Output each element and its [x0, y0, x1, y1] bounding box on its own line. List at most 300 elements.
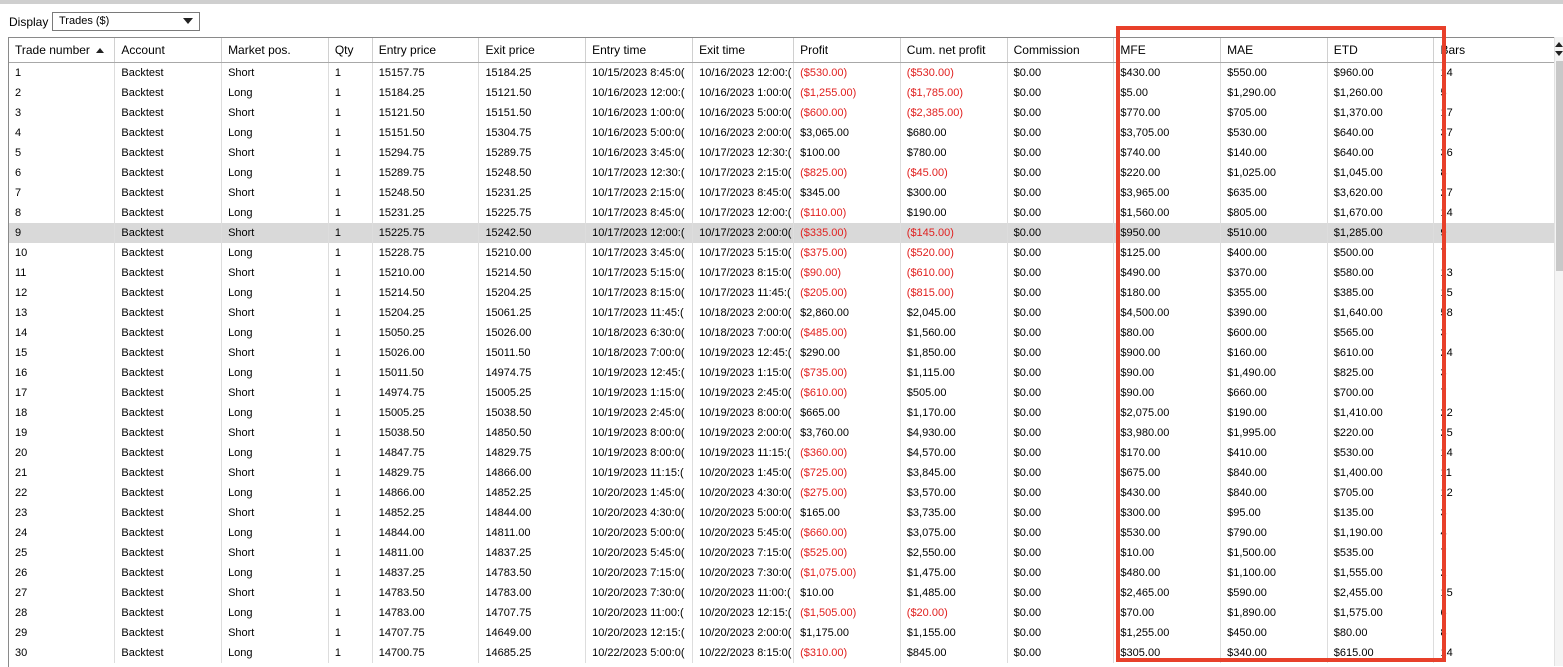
column-header-entry-time[interactable]: [586, 38, 693, 62]
cell-profit: $100.00: [794, 143, 901, 163]
cell-profit: ($725.00): [794, 463, 901, 483]
cell-bars: 14: [1434, 443, 1563, 463]
cell-mfe: $5.00: [1114, 83, 1221, 103]
table-row[interactable]: [9, 303, 1563, 323]
cell-entry-price: 14700.75: [372, 643, 479, 663]
cell-market-pos: Long: [222, 83, 329, 103]
cell-etd: $640.00: [1327, 123, 1434, 143]
column-header-bars[interactable]: [1434, 38, 1563, 62]
cell-mfe: $1,255.00: [1114, 623, 1221, 643]
cell-commission: $0.00: [1007, 643, 1114, 663]
cell-qty: 1: [328, 563, 372, 583]
cell-bars: 36: [1434, 143, 1563, 163]
cell-market-pos: Long: [222, 363, 329, 383]
cell-commission: $0.00: [1007, 163, 1114, 183]
column-header-label: Entry time: [592, 42, 647, 57]
cell-entry-time: 10/20/2023 7:15:0(: [586, 563, 693, 583]
column-header-label: ETD: [1333, 42, 1358, 57]
cell-mae: $160.00: [1221, 343, 1328, 363]
cell-entry-price: 14974.75: [372, 383, 479, 403]
cell-market-pos: Long: [222, 563, 329, 583]
column-header-label: Profit: [800, 42, 829, 57]
cell-account: Backtest: [115, 203, 222, 223]
cell-profit: ($375.00): [794, 243, 901, 263]
cell-mfe: $220.00: [1114, 163, 1221, 183]
cell-exit-price: 15214.50: [479, 263, 586, 283]
cell-qty: 1: [328, 103, 372, 123]
cell-entry-time: 10/17/2023 8:45:0(: [586, 203, 693, 223]
cell-qty: 1: [328, 163, 372, 183]
cell-entry-time: 10/16/2023 5:00:0(: [586, 123, 693, 143]
cell-mae: $530.00: [1221, 123, 1328, 143]
cell-commission: $0.00: [1007, 203, 1114, 223]
cell-account: Backtest: [115, 503, 222, 523]
table-row[interactable]: [9, 203, 1563, 223]
cell-mfe: $4,500.00: [1114, 303, 1221, 323]
column-header-mae[interactable]: [1221, 38, 1328, 62]
cell-entry-price: 14707.75: [372, 623, 479, 643]
sort-ascending-icon: [96, 48, 104, 53]
cell-trade-number: 24: [9, 523, 115, 543]
cell-mae: $355.00: [1221, 283, 1328, 303]
scroll-down-icon[interactable]: [1555, 51, 1563, 56]
cell-cum-net-profit: $1,485.00: [900, 583, 1007, 603]
cell-market-pos: Short: [222, 223, 329, 243]
cell-bars: 17: [1434, 103, 1563, 123]
cell-bars: 7: [1434, 383, 1563, 403]
cell-market-pos: Short: [222, 543, 329, 563]
cell-trade-number: 21: [9, 463, 115, 483]
table-row[interactable]: [9, 263, 1563, 283]
cell-bars: 37: [1434, 123, 1563, 143]
cell-exit-time: 10/20/2023 12:15:(: [693, 603, 794, 623]
table-row[interactable]: [9, 623, 1563, 643]
cell-cum-net-profit: ($45.00): [900, 163, 1007, 183]
cell-profit: ($735.00): [794, 363, 901, 383]
cell-market-pos: Short: [222, 183, 329, 203]
column-header-label: Entry price: [378, 42, 437, 57]
cell-mae: $635.00: [1221, 183, 1328, 203]
cell-entry-price: 14783.00: [372, 603, 479, 623]
cell-mfe: $430.00: [1114, 483, 1221, 503]
cell-exit-price: 14707.75: [479, 603, 586, 623]
scroll-up-icon[interactable]: [1555, 42, 1563, 47]
cell-mae: $590.00: [1221, 583, 1328, 603]
cell-qty: 1: [328, 423, 372, 443]
cell-commission: $0.00: [1007, 603, 1114, 623]
cell-market-pos: Long: [222, 403, 329, 423]
cell-entry-price: 15050.25: [372, 323, 479, 343]
cell-exit-price: 15225.75: [479, 203, 586, 223]
column-header-market-pos[interactable]: [222, 38, 329, 62]
cell-market-pos: Long: [222, 643, 329, 663]
cell-qty: 1: [328, 183, 372, 203]
cell-entry-price: 15011.50: [372, 363, 479, 383]
cell-qty: 1: [328, 623, 372, 643]
cell-exit-price: 15231.25: [479, 183, 586, 203]
table-row[interactable]: [9, 163, 1563, 183]
cell-entry-time: 10/22/2023 5:00:0(: [586, 643, 693, 663]
cell-profit: ($610.00): [794, 383, 901, 403]
cell-market-pos: Short: [222, 263, 329, 283]
cell-entry-price: 14783.50: [372, 583, 479, 603]
cell-qty: 1: [328, 343, 372, 363]
cell-exit-time: 10/17/2023 12:30:(: [693, 143, 794, 163]
cell-exit-price: 15151.50: [479, 103, 586, 123]
table-row[interactable]: [9, 143, 1563, 163]
cell-cum-net-profit: ($815.00): [900, 283, 1007, 303]
cell-entry-price: 14866.00: [372, 483, 479, 503]
cell-exit-price: 15121.50: [479, 83, 586, 103]
cell-market-pos: Short: [222, 623, 329, 643]
cell-entry-price: 15204.25: [372, 303, 479, 323]
cell-entry-time: 10/20/2023 12:15:(: [586, 623, 693, 643]
table-row[interactable]: [9, 543, 1563, 563]
cell-bars: 7: [1434, 543, 1563, 563]
cell-exit-price: 15005.25: [479, 383, 586, 403]
vertical-scrollbar[interactable]: [1554, 37, 1563, 666]
cell-exit-time: 10/22/2023 8:15:0(: [693, 643, 794, 663]
cell-entry-price: 15151.50: [372, 123, 479, 143]
cell-profit: $345.00: [794, 183, 901, 203]
cell-etd: $530.00: [1327, 443, 1434, 463]
cell-trade-number: 8: [9, 203, 115, 223]
cell-trade-number: 4: [9, 123, 115, 143]
cell-profit: $165.00: [794, 503, 901, 523]
cell-profit: $2,860.00: [794, 303, 901, 323]
cell-entry-price: 15121.50: [372, 103, 479, 123]
cell-exit-time: 10/19/2023 2:45:0(: [693, 383, 794, 403]
column-header-trade-number[interactable]: [9, 38, 115, 62]
cell-mfe: $900.00: [1114, 343, 1221, 363]
table-row[interactable]: [9, 103, 1563, 123]
cell-profit: ($335.00): [794, 223, 901, 243]
table-row[interactable]: [9, 363, 1563, 383]
table-row[interactable]: [9, 643, 1563, 663]
cell-bars: 3: [1434, 363, 1563, 383]
cell-trade-number: 14: [9, 323, 115, 343]
cell-entry-time: 10/15/2023 8:45:0(: [586, 62, 693, 83]
cell-commission: $0.00: [1007, 263, 1114, 283]
cell-trade-number: 3: [9, 103, 115, 123]
cell-bars: 12: [1434, 483, 1563, 503]
cell-exit-price: 15289.75: [479, 143, 586, 163]
cell-profit: $10.00: [794, 583, 901, 603]
cell-entry-time: 10/17/2023 5:15:0(: [586, 263, 693, 283]
cell-exit-price: 15248.50: [479, 163, 586, 183]
cell-etd: $1,670.00: [1327, 203, 1434, 223]
trades-grid: [8, 37, 1563, 667]
cell-market-pos: Long: [222, 163, 329, 183]
display-label: Display: [9, 15, 49, 29]
cell-exit-time: 10/17/2023 2:00:0(: [693, 223, 794, 243]
cell-profit: ($485.00): [794, 323, 901, 343]
cell-cum-net-profit: $3,735.00: [900, 503, 1007, 523]
cell-trade-number: 12: [9, 283, 115, 303]
table-row[interactable]: [9, 62, 1563, 83]
cell-profit: $665.00: [794, 403, 901, 423]
cell-mfe: $530.00: [1114, 523, 1221, 543]
cell-profit: ($360.00): [794, 443, 901, 463]
cell-entry-time: 10/17/2023 8:15:0(: [586, 283, 693, 303]
cell-exit-time: 10/16/2023 12:00:(: [693, 62, 794, 83]
cell-cum-net-profit: $1,115.00: [900, 363, 1007, 383]
cell-commission: $0.00: [1007, 62, 1114, 83]
cell-profit: ($600.00): [794, 103, 901, 123]
cell-mae: $410.00: [1221, 443, 1328, 463]
cell-mae: $370.00: [1221, 263, 1328, 283]
cell-mae: $805.00: [1221, 203, 1328, 223]
cell-qty: 1: [328, 403, 372, 423]
cell-bars: 27: [1434, 183, 1563, 203]
cell-etd: $500.00: [1327, 243, 1434, 263]
cell-commission: $0.00: [1007, 303, 1114, 323]
cell-entry-time: 10/16/2023 3:45:0(: [586, 143, 693, 163]
table-row[interactable]: [9, 403, 1563, 423]
table-row[interactable]: [9, 123, 1563, 143]
cell-cum-net-profit: $1,560.00: [900, 323, 1007, 343]
cell-trade-number: 27: [9, 583, 115, 603]
cell-etd: $1,575.00: [1327, 603, 1434, 623]
cell-commission: $0.00: [1007, 383, 1114, 403]
cell-bars: 9: [1434, 223, 1563, 243]
cell-profit: $290.00: [794, 343, 901, 363]
cell-etd: $580.00: [1327, 263, 1434, 283]
cell-qty: 1: [328, 523, 372, 543]
cell-entry-time: 10/19/2023 12:45:(: [586, 363, 693, 383]
cell-mae: $1,290.00: [1221, 83, 1328, 103]
cell-trade-number: 23: [9, 503, 115, 523]
cell-market-pos: Short: [222, 383, 329, 403]
cell-cum-net-profit: $2,045.00: [900, 303, 1007, 323]
display-dropdown-value: Trades ($): [59, 15, 110, 27]
cell-commission: $0.00: [1007, 623, 1114, 643]
cell-profit: ($205.00): [794, 283, 901, 303]
cell-cum-net-profit: $4,930.00: [900, 423, 1007, 443]
cell-account: Backtest: [115, 303, 222, 323]
cell-market-pos: Long: [222, 283, 329, 303]
cell-trade-number: 29: [9, 623, 115, 643]
cell-bars: 6: [1434, 603, 1563, 623]
column-header-etd[interactable]: [1327, 38, 1434, 62]
cell-trade-number: 1: [9, 62, 115, 83]
table-row[interactable]: [9, 463, 1563, 483]
table-row[interactable]: [9, 183, 1563, 203]
cell-mfe: $770.00: [1114, 103, 1221, 123]
cell-market-pos: Long: [222, 243, 329, 263]
cell-bars: 22: [1434, 403, 1563, 423]
cell-trade-number: 28: [9, 603, 115, 623]
cell-mae: $705.00: [1221, 103, 1328, 123]
cell-exit-time: 10/18/2023 2:00:0(: [693, 303, 794, 323]
column-header-label: Bars: [1440, 42, 1466, 57]
cell-entry-price: 15210.00: [372, 263, 479, 283]
cell-entry-time: 10/19/2023 8:00:0(: [586, 423, 693, 443]
cell-mae: $510.00: [1221, 223, 1328, 243]
column-header-exit-price[interactable]: [479, 38, 586, 62]
cell-cum-net-profit: $1,170.00: [900, 403, 1007, 423]
cell-qty: 1: [328, 583, 372, 603]
cell-entry-price: 15184.25: [372, 83, 479, 103]
cell-entry-time: 10/16/2023 1:00:0(: [586, 103, 693, 123]
column-header-cum-net-profit[interactable]: [900, 38, 1007, 62]
cell-mfe: $3,965.00: [1114, 183, 1221, 203]
cell-exit-price: 15011.50: [479, 343, 586, 363]
cell-commission: $0.00: [1007, 423, 1114, 443]
cell-entry-time: 10/20/2023 1:45:0(: [586, 483, 693, 503]
cell-mae: $550.00: [1221, 62, 1328, 83]
cell-account: Backtest: [115, 103, 222, 123]
cell-entry-time: 10/18/2023 7:00:0(: [586, 343, 693, 363]
column-header-qty[interactable]: [328, 38, 372, 62]
column-header-account[interactable]: [115, 38, 222, 62]
cell-bars: 7: [1434, 243, 1563, 263]
cell-cum-net-profit: ($610.00): [900, 263, 1007, 283]
column-header-entry-price[interactable]: [372, 38, 479, 62]
cell-commission: $0.00: [1007, 543, 1114, 563]
cell-market-pos: Short: [222, 143, 329, 163]
cell-market-pos: Long: [222, 603, 329, 623]
cell-account: Backtest: [115, 62, 222, 83]
cell-mfe: $180.00: [1114, 283, 1221, 303]
cell-exit-price: 14852.25: [479, 483, 586, 503]
cell-commission: $0.00: [1007, 483, 1114, 503]
cell-qty: 1: [328, 463, 372, 483]
column-header-label: Account: [121, 42, 165, 57]
cell-trade-number: 2: [9, 83, 115, 103]
cell-entry-time: 10/19/2023 2:45:0(: [586, 403, 693, 423]
cell-commission: $0.00: [1007, 363, 1114, 383]
table-row[interactable]: [9, 563, 1563, 583]
table-row[interactable]: [9, 323, 1563, 343]
cell-profit: ($110.00): [794, 203, 901, 223]
cell-mfe: $480.00: [1114, 563, 1221, 583]
display-dropdown[interactable]: [52, 12, 200, 31]
cell-etd: $535.00: [1327, 543, 1434, 563]
cell-market-pos: Short: [222, 303, 329, 323]
table-row[interactable]: [9, 583, 1563, 603]
cell-account: Backtest: [115, 603, 222, 623]
scroll-thumb[interactable]: [1556, 61, 1563, 271]
column-header-profit[interactable]: [794, 38, 901, 62]
cell-entry-price: 14829.75: [372, 463, 479, 483]
cell-profit: ($530.00): [794, 62, 901, 83]
column-header-label: Trade number: [15, 42, 90, 57]
table-row[interactable]: [9, 503, 1563, 523]
cell-commission: $0.00: [1007, 583, 1114, 603]
table-row[interactable]: [9, 223, 1563, 243]
cell-profit: $1,175.00: [794, 623, 901, 643]
cell-account: Backtest: [115, 123, 222, 143]
cell-exit-time: 10/19/2023 1:15:0(: [693, 363, 794, 383]
cell-exit-time: 10/20/2023 4:30:0(: [693, 483, 794, 503]
cell-exit-price: 14783.00: [479, 583, 586, 603]
cell-etd: $135.00: [1327, 503, 1434, 523]
table-row[interactable]: [9, 83, 1563, 103]
cell-exit-time: 10/18/2023 7:00:0(: [693, 323, 794, 343]
cell-exit-price: 14829.75: [479, 443, 586, 463]
column-header-mfe[interactable]: [1114, 38, 1221, 62]
table-row[interactable]: [9, 603, 1563, 623]
cell-exit-price: 14866.00: [479, 463, 586, 483]
cell-etd: $610.00: [1327, 343, 1434, 363]
cell-etd: $1,285.00: [1327, 223, 1434, 243]
cell-exit-time: 10/20/2023 5:45:0(: [693, 523, 794, 543]
table-row[interactable]: [9, 243, 1563, 263]
cell-entry-price: 14837.25: [372, 563, 479, 583]
cell-etd: $1,260.00: [1327, 83, 1434, 103]
cell-account: Backtest: [115, 623, 222, 643]
column-header-label: Commission: [1013, 42, 1080, 57]
cell-exit-price: 15061.25: [479, 303, 586, 323]
cell-commission: $0.00: [1007, 243, 1114, 263]
cell-commission: $0.00: [1007, 343, 1114, 363]
table-row[interactable]: [9, 383, 1563, 403]
cell-qty: 1: [328, 243, 372, 263]
table-row[interactable]: [9, 423, 1563, 443]
table-row[interactable]: [9, 483, 1563, 503]
cell-exit-price: 15204.25: [479, 283, 586, 303]
cell-account: Backtest: [115, 223, 222, 243]
column-header-exit-time[interactable]: [693, 38, 794, 62]
cell-account: Backtest: [115, 523, 222, 543]
cell-exit-time: 10/17/2023 11:45:(: [693, 283, 794, 303]
cell-entry-price: 15248.50: [372, 183, 479, 203]
cell-exit-price: 15184.25: [479, 62, 586, 83]
cell-entry-time: 10/20/2023 5:00:0(: [586, 523, 693, 543]
cell-entry-time: 10/17/2023 12:00:(: [586, 223, 693, 243]
cell-mfe: $125.00: [1114, 243, 1221, 263]
cell-account: Backtest: [115, 323, 222, 343]
cell-account: Backtest: [115, 163, 222, 183]
cell-etd: $220.00: [1327, 423, 1434, 443]
cell-commission: $0.00: [1007, 403, 1114, 423]
table-row[interactable]: [9, 443, 1563, 463]
chevron-down-icon: [183, 18, 193, 24]
cell-exit-time: 10/20/2023 7:15:0(: [693, 543, 794, 563]
cell-etd: $640.00: [1327, 143, 1434, 163]
column-header-label: Exit price: [485, 42, 535, 57]
cell-profit: ($275.00): [794, 483, 901, 503]
table-row[interactable]: [9, 283, 1563, 303]
cell-trade-number: 22: [9, 483, 115, 503]
cell-commission: $0.00: [1007, 443, 1114, 463]
column-header-label: MFE: [1120, 42, 1146, 57]
cell-account: Backtest: [115, 283, 222, 303]
table-row[interactable]: [9, 343, 1563, 363]
table-row[interactable]: [9, 523, 1563, 543]
cell-mfe: $90.00: [1114, 383, 1221, 403]
cell-bars: 14: [1434, 62, 1563, 83]
column-header-commission[interactable]: [1007, 38, 1114, 62]
cell-commission: $0.00: [1007, 143, 1114, 163]
cell-profit: ($1,075.00): [794, 563, 901, 583]
cell-market-pos: Long: [222, 123, 329, 143]
cell-bars: 58: [1434, 303, 1563, 323]
cell-trade-number: 25: [9, 543, 115, 563]
cell-commission: $0.00: [1007, 103, 1114, 123]
cell-account: Backtest: [115, 643, 222, 663]
cell-exit-price: 15210.00: [479, 243, 586, 263]
cell-trade-number: 19: [9, 423, 115, 443]
cell-etd: $705.00: [1327, 483, 1434, 503]
cell-trade-number: 17: [9, 383, 115, 403]
cell-qty: 1: [328, 483, 372, 503]
cell-exit-time: 10/16/2023 1:00:0(: [693, 83, 794, 103]
cell-cum-net-profit: ($20.00): [900, 603, 1007, 623]
cell-mae: $340.00: [1221, 643, 1328, 663]
cell-cum-net-profit: ($530.00): [900, 62, 1007, 83]
